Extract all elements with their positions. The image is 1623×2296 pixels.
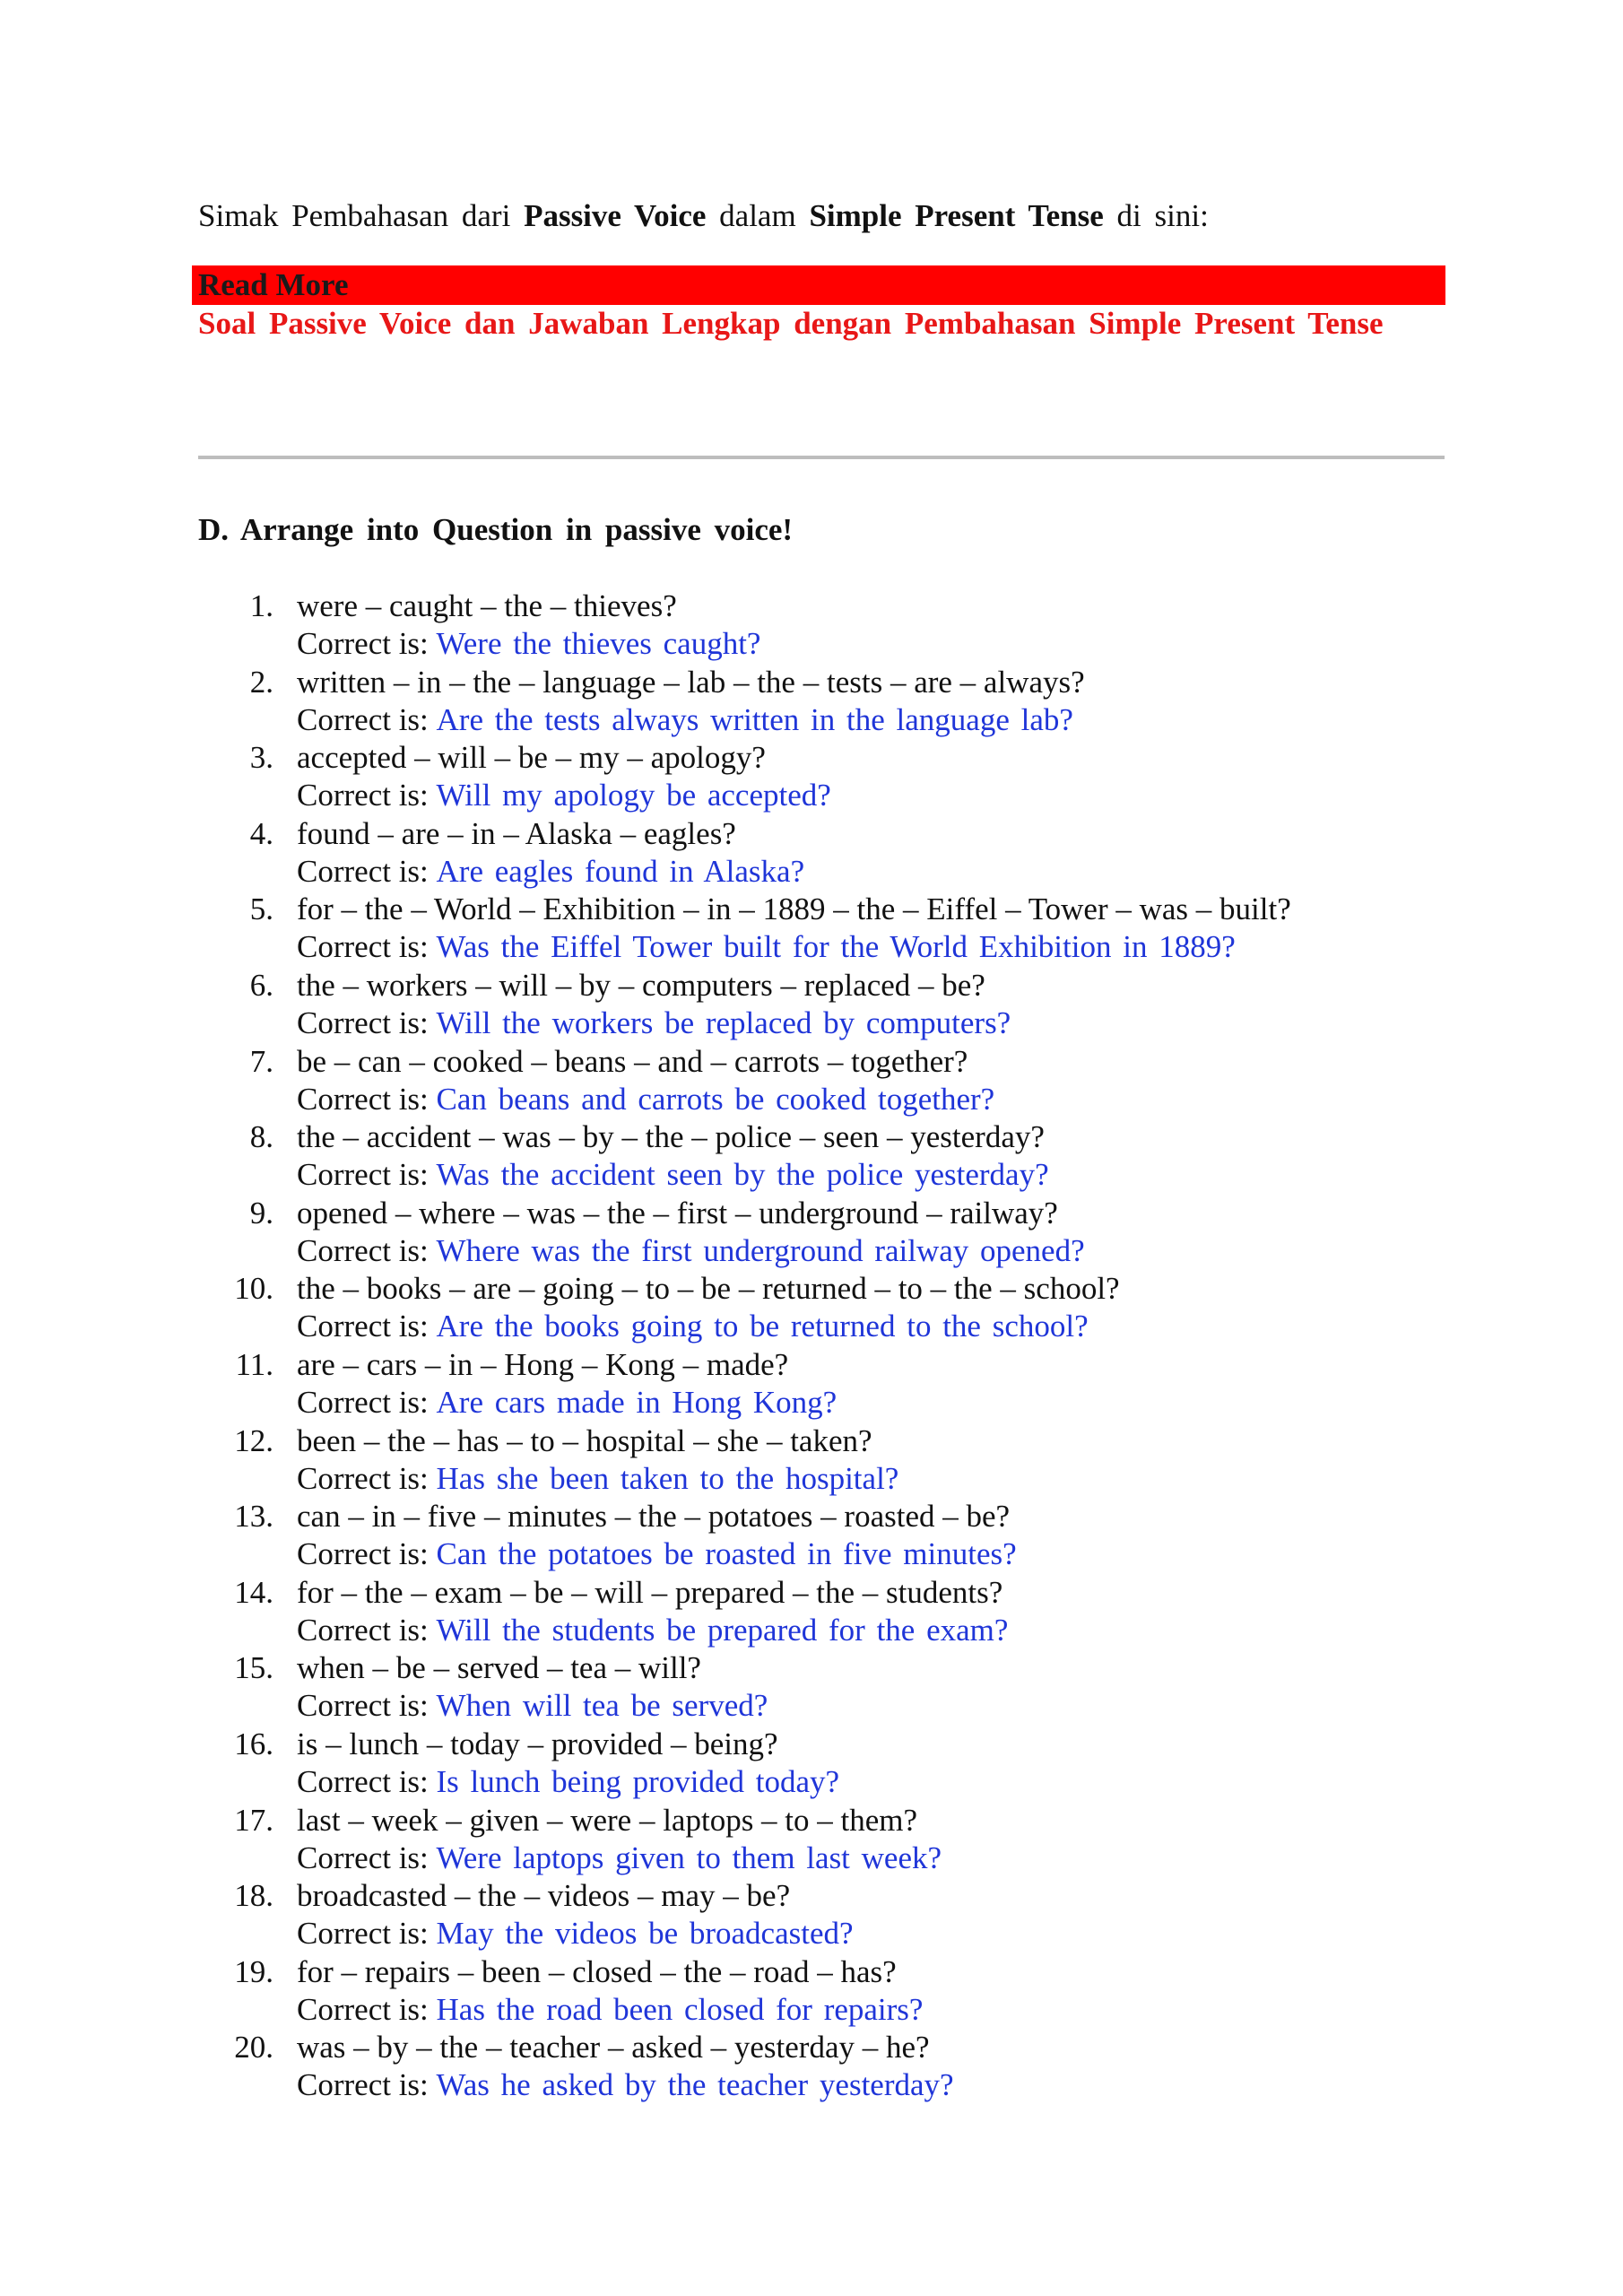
question-item xyxy=(0,1498,1623,1574)
question-item xyxy=(0,1043,1623,1119)
intro-suffix: di sini: xyxy=(1103,198,1209,233)
question-number: 14. xyxy=(234,1574,273,1610)
question-number: 15. xyxy=(234,1650,273,1686)
question-item xyxy=(0,967,1623,1043)
question-scrambled-words: when – be – served – tea – will? xyxy=(297,1650,701,1686)
correct-label: Correct is: xyxy=(297,1688,429,1724)
question-item xyxy=(0,1346,1623,1422)
question-correct-line xyxy=(297,1687,768,1725)
question-correct-line xyxy=(297,1308,1089,1345)
question-item xyxy=(0,1649,1623,1726)
correct-label: Correct is: xyxy=(297,701,429,737)
question-item xyxy=(0,2029,1623,2105)
correct-label: Correct is: xyxy=(297,1839,429,1875)
question-item xyxy=(0,1802,1623,1878)
correct-answer: Has the road been closed for repairs? xyxy=(436,1991,924,2027)
question-list xyxy=(0,587,1623,2105)
correct-answer: Were the thieves caught? xyxy=(436,626,761,661)
question-scrambled-words: can – in – five – minutes – the – potatoes – roasted – be? xyxy=(297,1499,1011,1535)
question-correct-line xyxy=(297,853,804,891)
question-number: 17. xyxy=(234,1802,273,1838)
correct-answer: Are cars made in Hong Kong? xyxy=(436,1384,838,1420)
correct-label: Correct is: xyxy=(297,1612,429,1648)
correct-answer: Were laptops given to them last week? xyxy=(436,1839,942,1875)
question-item xyxy=(0,1574,1623,1650)
correct-answer: Can beans and carrots be cooked together? xyxy=(436,1081,995,1117)
correct-label: Correct is: xyxy=(297,1460,429,1496)
question-correct-line xyxy=(297,1612,1008,1649)
question-correct-line xyxy=(297,1991,923,2029)
correct-answer: Was the accident seen by the police yesterday? xyxy=(436,1157,1049,1193)
correct-answer: Are the books going to be returned to the school? xyxy=(436,1309,1089,1344)
question-number: 10. xyxy=(234,1271,273,1307)
question-item xyxy=(0,1953,1623,2030)
question-correct-line xyxy=(297,1460,898,1498)
question-item xyxy=(0,739,1623,815)
correct-label: Correct is: xyxy=(297,1309,429,1344)
question-number: 18. xyxy=(234,1878,273,1914)
question-number: 20. xyxy=(234,2030,273,2066)
correct-label: Correct is: xyxy=(297,1081,429,1117)
question-number: 9. xyxy=(249,1195,273,1231)
question-scrambled-words: are – cars – in – Hong – Kong – made? xyxy=(297,1346,789,1382)
read-more-link[interactable]: Soal Passive Voice dan Jawaban Lengkap dengan Pembahasan Simple Present Tense xyxy=(198,306,1384,341)
question-number: 7. xyxy=(249,1043,273,1079)
question-correct-line xyxy=(297,777,831,814)
question-correct-line xyxy=(297,625,760,663)
question-scrambled-words: for – repairs – been – closed – the – road – has? xyxy=(297,1953,897,1989)
correct-label: Correct is: xyxy=(297,1004,429,1040)
correct-label: Correct is: xyxy=(297,929,429,965)
correct-label: Correct is: xyxy=(297,1536,429,1572)
correct-answer: Will the students be prepared for the exam? xyxy=(436,1612,1009,1648)
correct-label: Correct is: xyxy=(297,778,429,813)
correct-label: Correct is: xyxy=(297,626,429,661)
question-number: 5. xyxy=(249,891,273,927)
question-item xyxy=(0,1422,1623,1499)
question-number: 6. xyxy=(249,967,273,1003)
correct-answer: Can the potatoes be roasted in five minutes? xyxy=(436,1536,1017,1572)
correct-answer: Has she been taken to the hospital? xyxy=(436,1460,899,1496)
question-scrambled-words: opened – where – was – the – first – underground – railway? xyxy=(297,1195,1058,1231)
intro-paragraph xyxy=(198,196,1209,237)
question-item xyxy=(0,664,1623,740)
question-item xyxy=(0,1118,1623,1195)
question-item xyxy=(0,1270,1623,1346)
question-number: 4. xyxy=(249,815,273,851)
question-scrambled-words: the – workers – will – by – computers – replaced – be? xyxy=(297,967,985,1003)
question-scrambled-words: for – the – exam – be – will – prepared – the – students? xyxy=(297,1574,1003,1610)
question-number: 13. xyxy=(234,1499,273,1535)
question-correct-line xyxy=(297,1004,1011,1042)
question-scrambled-words: for – the – World – Exhibition – in – 1889 – the – Eiffel – Tower – was – built? xyxy=(297,891,1291,927)
correct-label: Correct is: xyxy=(297,1763,429,1799)
correct-answer: When will tea be served? xyxy=(436,1688,768,1724)
read-more-label: Read More xyxy=(198,267,349,302)
correct-label: Correct is: xyxy=(297,1232,429,1268)
correct-answer: Will my apology be accepted? xyxy=(436,778,831,813)
correct-label: Correct is: xyxy=(297,853,429,889)
correct-answer: May the videos be broadcasted? xyxy=(436,1916,854,1952)
question-item xyxy=(0,587,1623,664)
correct-answer: Where was the first underground railway opened? xyxy=(436,1232,1085,1268)
question-correct-line xyxy=(297,2066,954,2104)
correct-answer: Was the Eiffel Tower built for the World Exhibition in 1889? xyxy=(436,929,1236,965)
correct-label: Correct is: xyxy=(297,1991,429,2027)
question-item xyxy=(0,891,1623,967)
question-correct-line xyxy=(297,1156,1049,1194)
question-number: 2. xyxy=(249,664,273,700)
question-scrambled-words: is – lunch – today – provided – being? xyxy=(297,1726,778,1761)
correct-answer: Will the workers be replaced by computers? xyxy=(436,1004,1011,1040)
correct-answer: Are the tests always written in the language lab? xyxy=(436,701,1073,737)
correct-answer: Is lunch being provided today? xyxy=(436,1763,840,1799)
intro-middle: dalam xyxy=(706,198,810,233)
question-correct-line xyxy=(297,1763,839,1801)
section-title: D. Arrange into Question in passive voice! xyxy=(198,512,794,547)
question-scrambled-words: broadcasted – the – videos – may – be? xyxy=(297,1878,791,1914)
intro-bold-tense: Simple Present Tense xyxy=(809,198,1104,233)
question-number: 3. xyxy=(249,740,273,776)
question-correct-line xyxy=(297,928,1236,966)
read-more-banner xyxy=(192,265,1445,305)
question-item xyxy=(0,1195,1623,1271)
question-scrambled-words: last – week – given – were – laptops – to – them? xyxy=(297,1802,918,1838)
question-scrambled-words: be – can – cooked – beans – and – carrots – together? xyxy=(297,1043,968,1079)
correct-label: Correct is: xyxy=(297,1916,429,1952)
correct-answer: Was he asked by the teacher yesterday? xyxy=(436,2067,954,2103)
question-correct-line xyxy=(297,1915,854,1952)
question-scrambled-words: the – accident – was – by – the – police – seen – yesterday? xyxy=(297,1119,1045,1155)
question-scrambled-words: written – in – the – language – lab – the – tests – are – always? xyxy=(297,664,1085,700)
question-item xyxy=(0,1726,1623,1802)
question-scrambled-words: found – are – in – Alaska – eagles? xyxy=(297,815,736,851)
question-number: 8. xyxy=(249,1119,273,1155)
question-number: 16. xyxy=(234,1726,273,1761)
question-scrambled-words: been – the – has – to – hospital – she – taken? xyxy=(297,1422,872,1458)
intro-bold-passive-voice: Passive Voice xyxy=(524,198,707,233)
question-number: 1. xyxy=(249,588,273,623)
horizontal-divider xyxy=(198,456,1445,459)
question-correct-line xyxy=(297,701,1073,739)
intro-prefix: Simak Pembahasan dari xyxy=(198,198,525,233)
question-number: 19. xyxy=(234,1953,273,1989)
question-correct-line xyxy=(297,1839,942,1877)
question-scrambled-words: the – books – are – going – to – be – returned – to – the – school? xyxy=(297,1271,1120,1307)
correct-label: Correct is: xyxy=(297,1157,429,1193)
question-item xyxy=(0,815,1623,891)
question-scrambled-words: was – by – the – teacher – asked – yesterday – he? xyxy=(297,2030,930,2066)
correct-label: Correct is: xyxy=(297,1384,429,1420)
question-correct-line xyxy=(297,1232,1085,1270)
question-correct-line xyxy=(297,1535,1017,1573)
question-correct-line xyxy=(297,1081,994,1118)
question-scrambled-words: were – caught – the – thieves? xyxy=(297,588,677,623)
question-number: 11. xyxy=(235,1346,273,1382)
correct-answer: Are eagles found in Alaska? xyxy=(436,853,805,889)
question-correct-line xyxy=(297,1384,837,1422)
question-item xyxy=(0,1877,1623,1953)
question-number: 12. xyxy=(234,1422,273,1458)
correct-label: Correct is: xyxy=(297,2067,429,2103)
question-scrambled-words: accepted – will – be – my – apology? xyxy=(297,740,766,776)
